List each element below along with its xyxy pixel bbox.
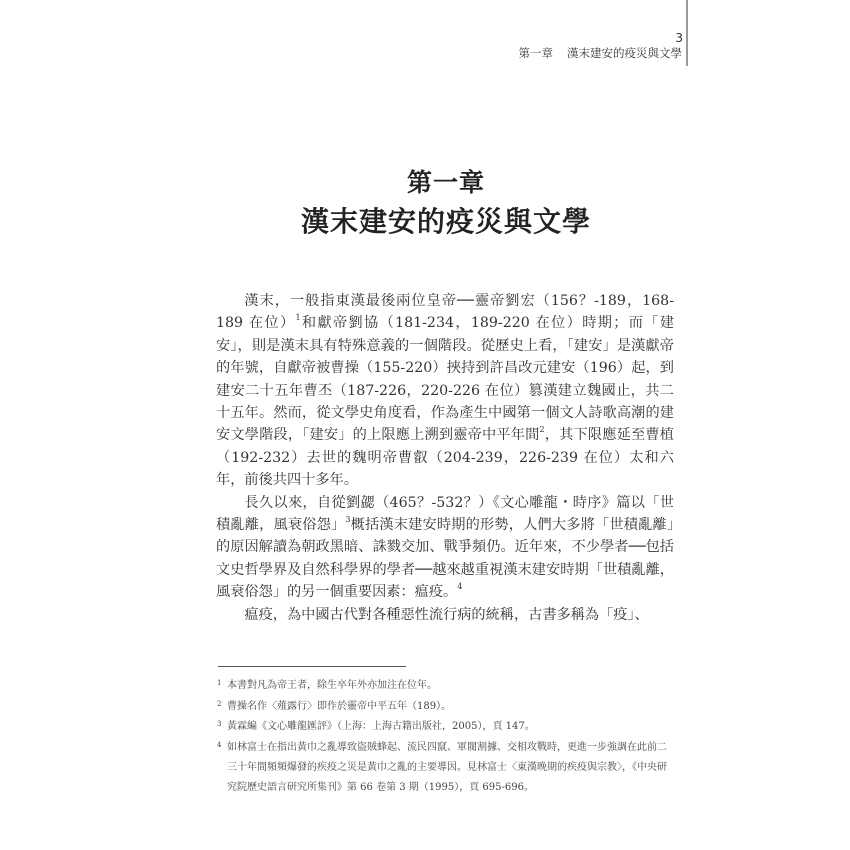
paragraph: 漢末，一般指東漢最後兩位皇帝──靈帝劉宏（156？-189，168-189 在位）$^1$和獻帝劉協（181-234，189-220 在位）時期；而「建安」，則是漢末具有特殊意義的一個階段。從歷史上看，「建安」是漢獻帝的年號，自獻帝被曹操（155-220）挾持到許昌改元建安（196）起，到建安二十五年曹丕（187-226，220-226 在位）篡漢建立魏國止，共二十五年。然而，從文學史角度看，作為產生中國第一個文人詩歌高潮的建安文學階段，「建安」的上限應上溯到靈帝中平年間$^2$，其下限應延至曹植（192-232）去世的魏明帝曹叡（204-239，226-239 在位）太和六年，前後共四十多年。 bbox=[216, 293, 675, 489]
footnote-text: 本書對凡為帝王者，除生卒年外亦加注在位年。 bbox=[227, 680, 437, 691]
chapter-number-heading: 第一章 bbox=[406, 168, 485, 197]
footnote bbox=[216, 676, 672, 697]
footnote-ref[interactable]: 4 bbox=[457, 582, 463, 592]
footnotes bbox=[216, 676, 672, 798]
footnote bbox=[216, 717, 672, 738]
footnote-text: 如林富士在指出黃巾之亂導致盜賊蜂起、流民四竄、軍閥割據、交相攻戰時，更進一步強調在此前二三十年間頻頻爆發的疾疫之災是黃巾之亂的主要導因。見林富士〈東漢晚期的疾疫與宗教〉，《中央研究院歷史語言研究所集刊》第 66 卷第 3 期（1995），頁 695-696。 bbox=[227, 741, 667, 793]
footnote bbox=[216, 738, 672, 798]
running-header-chapter-label: 第一章 bbox=[518, 46, 553, 60]
footnote-ref[interactable]: 1 bbox=[295, 313, 301, 323]
paragraph: 長久以來，自從劉勰（465？-532？）《文心雕龍・時序》篇以「世積亂離，風衰俗怨」$^3$概括漢末建安時期的形勢，人們大多將「世積亂離」的原因解讀為朝政黑暗、誅戮交加、戰爭頻仍。近年來，不少學者──包括文史哲學界及自然科學界的學者──越來越重視漢末建安時期「世積亂離，風衰俗怨」的另一個重要因素：瘟疫。$^4$ bbox=[216, 494, 674, 601]
running-header bbox=[519, 46, 683, 60]
footnote bbox=[216, 697, 672, 718]
page-edge-line bbox=[686, 0, 688, 66]
footnote-ref[interactable]: 3 bbox=[345, 515, 351, 525]
footnote-mark: 4 bbox=[217, 740, 222, 749]
footnote-text: 黃霖編《文心雕龍匯評》（上海：上海古籍出版社，2005），頁 147。 bbox=[227, 721, 535, 732]
footnote-separator bbox=[218, 666, 406, 667]
body-text bbox=[216, 290, 674, 626]
footnote-text: 曹操名作〈薤露行〉即作於靈帝中平五年（189）。 bbox=[227, 700, 452, 712]
footnote-mark: 3 bbox=[217, 720, 222, 728]
footnote-mark: 2 bbox=[217, 699, 222, 708]
paragraph: 瘟疫，為中國古代對各種惡性流行病的統稱，古書多稱為「疫」、 bbox=[244, 606, 649, 623]
page-number: 3 bbox=[675, 31, 683, 45]
footnote-ref[interactable]: 2 bbox=[539, 425, 545, 435]
footnote-mark: 1 bbox=[217, 679, 222, 687]
chapter-title-heading: 漢末建安的疫災與文學 bbox=[300, 205, 591, 238]
running-header-chapter-title: 漢末建安的疫災與文學 bbox=[567, 46, 682, 60]
